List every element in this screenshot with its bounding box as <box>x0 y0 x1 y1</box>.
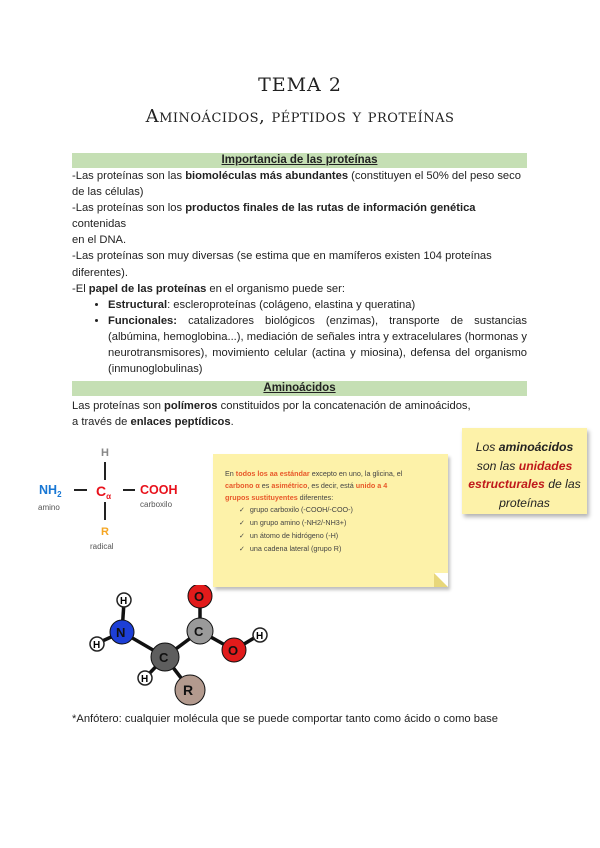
cooh-label: COOH <box>140 483 178 497</box>
page-title: TEMA 2 <box>258 74 342 96</box>
text: en el organismo puede ser: <box>206 282 345 295</box>
paragraph: -Las proteínas son muy diversas (se estima que en mamíferos existen 104 proteínas diferentes). <box>72 250 492 279</box>
radical-label: radical <box>90 542 114 551</box>
molecule-ball-model <box>70 585 290 710</box>
text: contenidas <box>72 218 127 231</box>
atom-label: O <box>194 589 205 604</box>
checklist-item: ✓ un átomo de hidrógeno (-H) <box>251 530 437 543</box>
atom-label: R <box>183 682 194 698</box>
text: -Las proteínas son los <box>72 202 186 215</box>
sticky-note-text <box>225 468 437 556</box>
role-list <box>72 297 527 377</box>
section-heading-text: Aminoácidos <box>263 382 336 394</box>
note-line: En todos los aa estándar excepto en uno, la glicina, el <box>225 469 403 478</box>
nh2-label: $NH_2$ <box>39 483 62 499</box>
alpha-carbon-label: $C_\alpha$ <box>96 483 112 501</box>
section1-body <box>72 168 527 377</box>
checklist-item: ✓ un grupo amino (-NH2/-NH3+) <box>251 517 437 530</box>
page-curl <box>434 573 448 587</box>
atom-label: N <box>116 625 126 640</box>
carboxilo-label: carboxilo <box>140 500 173 509</box>
atom-label: H <box>120 596 128 607</box>
text: (constituyen el 50% del peso seco de las células) <box>72 170 521 199</box>
text: -Las proteínas son las <box>72 170 186 182</box>
section-heading-importancia <box>72 153 527 168</box>
bold-text: biomoléculas más abundantes <box>185 170 349 182</box>
section-heading-text: Importancia de las proteínas <box>221 154 378 166</box>
note-line: carbono α es asimétrico, es decir, está unido a 4 <box>225 481 388 490</box>
checklist-item: ✓ grupo carboxilo (-COOH/-COO-) <box>251 504 437 517</box>
text: a través de <box>72 416 131 429</box>
text: . <box>230 416 234 429</box>
paragraph <box>72 398 527 414</box>
section2-body <box>72 398 527 430</box>
page-subtitle: Aminoácidos, péptidos y proteínas <box>145 106 455 127</box>
atom-label: C <box>159 650 169 665</box>
paragraph <box>72 168 527 200</box>
section-heading-aminoacidos <box>72 381 527 396</box>
paragraph <box>72 414 527 430</box>
text: Las proteínas son <box>72 400 165 412</box>
paragraph <box>72 200 527 232</box>
bold-text: polímeros <box>164 400 218 412</box>
list-item <box>108 313 527 377</box>
text: -El <box>72 282 89 295</box>
checklist-item: ✓ una cadena lateral (grupo R) <box>251 543 437 556</box>
atom-label: H <box>141 674 149 685</box>
callout-text: Los aminoácidos son las unidades estructurales de las proteínas <box>468 440 581 510</box>
bold-text: Funcionales: <box>108 314 177 327</box>
h-label: H <box>101 447 109 459</box>
text: constituidos por la concatenación de aminoácidos, <box>217 400 471 412</box>
paragraph <box>72 281 527 297</box>
text: catalizadores biológicos (enzimas), transporte de sustancias (albúmina, hemoglobina...), mediación de señales intra y extracelulares (hormonas y neurotransmisores), movimiento celular (actina y miosina), defensa del organismo (inmunoglobulinas) <box>108 314 527 376</box>
sticky-note <box>213 454 448 587</box>
note-checklist <box>225 504 437 556</box>
text: : escleroproteínas (colágeno, elastina y queratina) <box>167 298 416 311</box>
atom-label: H <box>93 640 101 651</box>
paragraph: en el DNA. <box>72 234 127 247</box>
bold-text: papel de las proteínas <box>88 282 207 295</box>
callout-box <box>462 428 587 514</box>
amino-acid-structure-diagram <box>30 436 195 556</box>
atom-label: O <box>228 643 239 658</box>
r-label: R <box>101 526 109 538</box>
bold-text: Estructural <box>108 298 168 311</box>
note-line: grupos sustituyentes diferentes: <box>225 493 334 502</box>
atom-label: H <box>256 631 264 642</box>
footnote: *Anfótero: cualquier molécula que se puede comportar tanto como ácido o como base <box>72 713 498 725</box>
bold-text: enlaces peptídicos <box>130 416 231 429</box>
list-item <box>108 297 527 313</box>
bold-text: productos finales de las rutas de información genética <box>185 202 476 215</box>
atom-label: C <box>194 624 204 639</box>
amino-label: amino <box>38 503 60 512</box>
